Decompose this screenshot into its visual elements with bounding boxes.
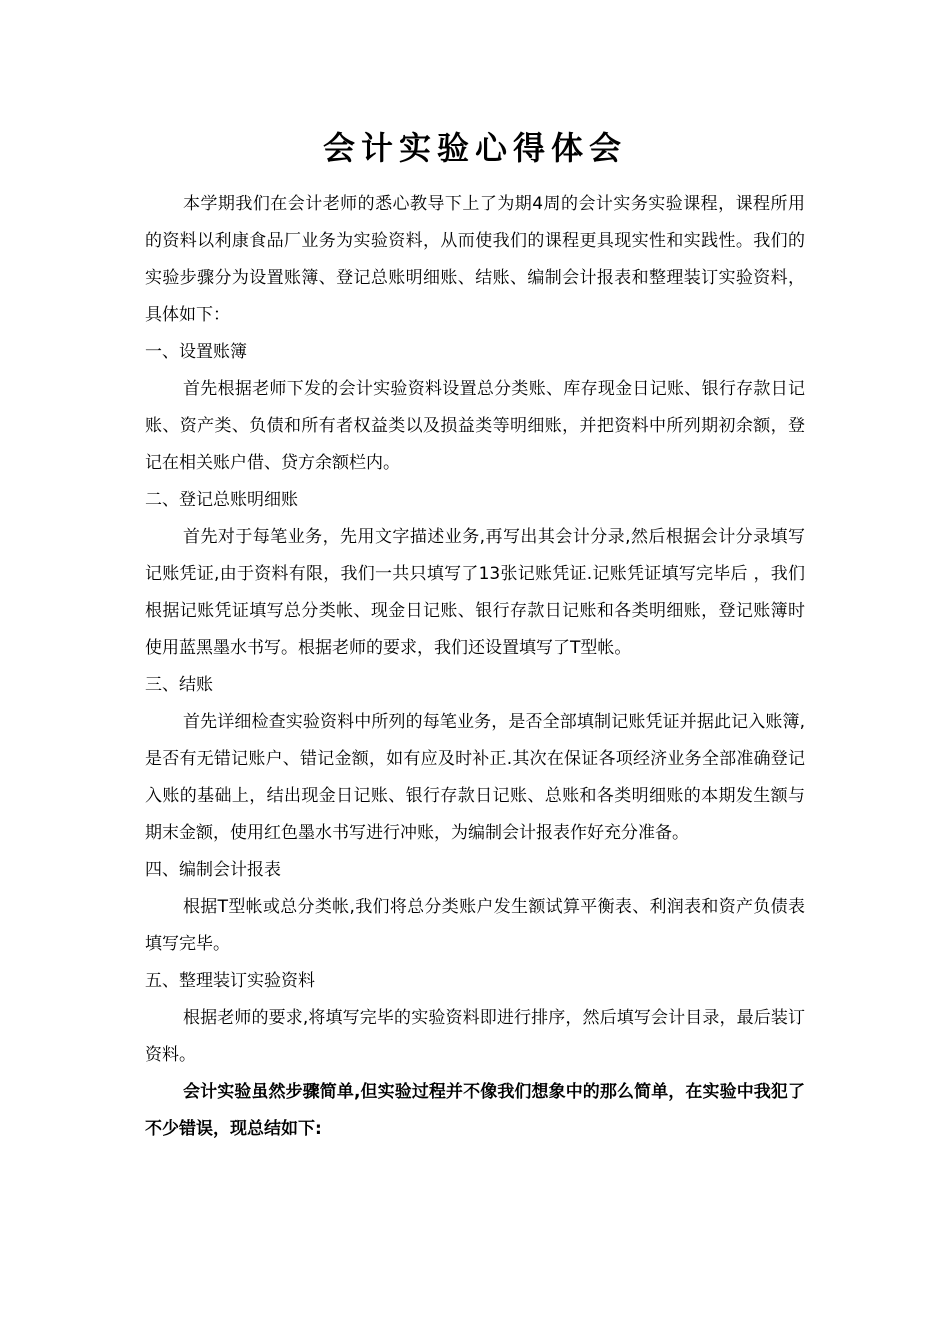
section-paragraph-5: 根据老师的要求,将填写完毕的实验资料即进行排序，然后填写会计目录，最后装订资料。 (145, 1008, 805, 1065)
section-heading-2: 二、登记总账明细账 (145, 490, 298, 510)
section-heading-5: 五、整理装订实验资料 (145, 971, 315, 991)
section-paragraph-2: 首先对于每笔业务，先用文字描述业务,再写出其会计分录,然后根据会计分录填写记账凭证,由于资料有限，我们一共只填写了13张记账凭证.记账凭证填写完毕后 ，我们根据记账凭证填写总分类帐、现金日记账、银行存款日记账和各类明细账，登记账簿时使用蓝黑墨水书写。根据老师的要求，我们还设置填写了T型帐。 (145, 527, 805, 658)
conclusion-paragraph: 会计实验虽然步骤简单,但实验过程并不像我们想象中的那么简单，在实验中我犯了不少错误，现总结如下: (145, 1082, 805, 1139)
section-paragraph-3: 首先详细检查实验资料中所列的每笔业务，是否全部填制记账凭证并据此记入账簿,是否有无错记账户、错记金额，如有应及时补正.其次在保证各项经济业务全部准确登记入账的基础上，结出现金日记账、银行存款日记账、总账和各类明细账的本期发生额与期末金额，使用红色墨水书写进行冲账，为编制会计报表作好充分准备。 (145, 712, 805, 843)
section-heading-1: 一、设置账簿 (145, 342, 247, 362)
intro-paragraph: 本学期我们在会计老师的悉心教导下上了为期4周的会计实务实验课程，课程所用的资料以利康食品厂业务为实验资料，从而使我们的课程更具现实性和实践性。我们的实验步骤分为设置账簿、登记总账明细账、结账、编制会计报表和整理装订实验资料，具体如下： (145, 194, 805, 325)
section-paragraph-4: 根据T型帐或总分类帐,我们将总分类账户发生额试算平衡表、利润表和资产负债表填写完毕。 (145, 897, 805, 954)
section-paragraph-1: 首先根据老师下发的会计实验资料设置总分类账、库存现金日记账、银行存款日记账、资产类、负债和所有者权益类以及损益类等明细账，并把资料中所列期初余额，登记在相关账户借、贷方余额栏内。 (145, 379, 805, 473)
document-body (145, 186, 805, 1148)
section-heading-3: 三、结账 (145, 675, 213, 695)
section-heading-4: 四、编制会计报表 (145, 860, 281, 880)
document-title: 会计实验心得体会 (322, 129, 627, 167)
